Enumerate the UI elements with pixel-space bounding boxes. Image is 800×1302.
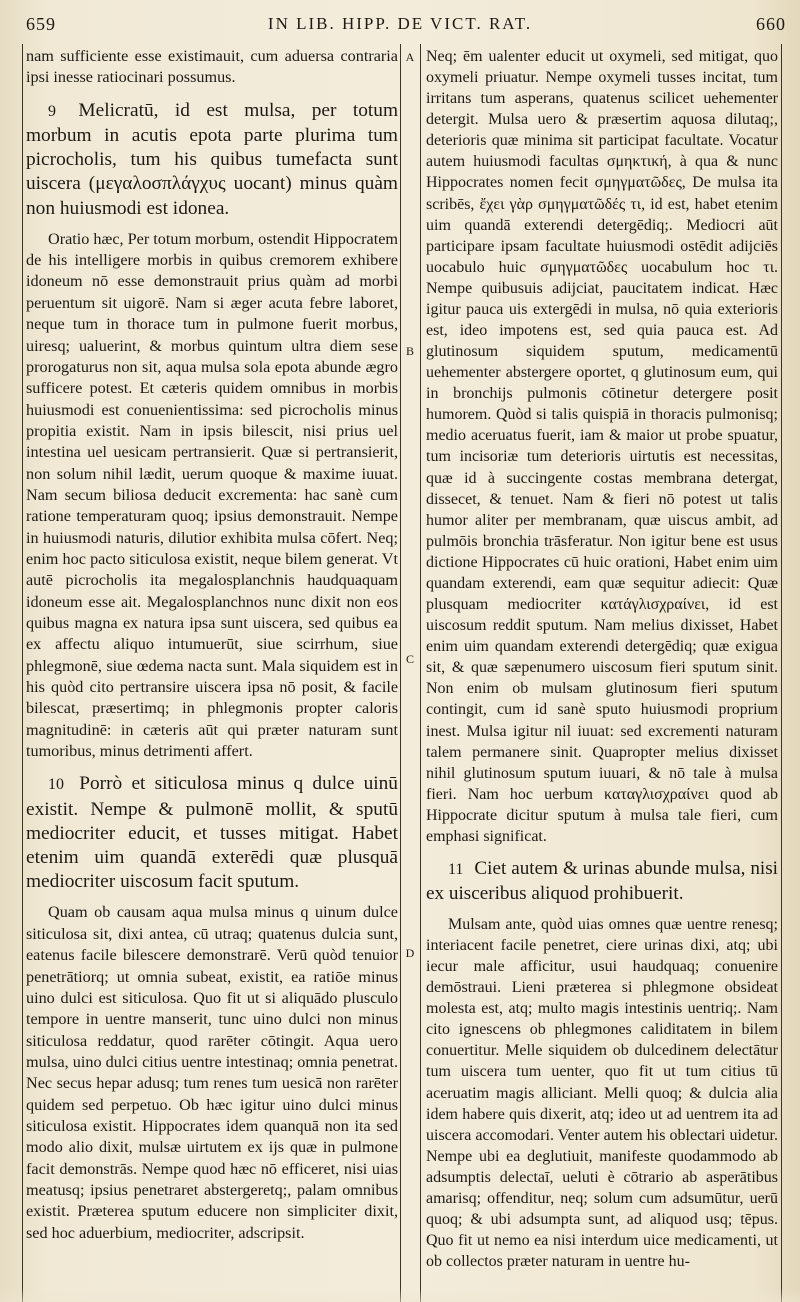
page-number-left: 659 — [26, 14, 56, 34]
lemma-text-9: Melicratū, id est mulsa, per totum morbum in acutis epota parte plurima tum picrocholis, tum his quibus tumefacta sunt uiscera (μεγαλοσπλάγχυς uocant) minus quàm non huiusmodi est idonea. — [26, 99, 399, 219]
lemma-10 — [26, 772, 398, 894]
commentary-mulsam: Mulsam ante, quòd uias omnes quæ uentre renesq; interiacent facile penetret, ciere urinas dixi, atq; ubi iecur male afficitur, usui haudquaq; conuenire demōstraui. Lieni præterea si phlegmone obsideat molesta est, atq; multo magis intestinis uentriq;. Nam cito ignescens ob phlegmones caliditatem in bilem conuertitur. Melle siquidem ob dulcedinem delectātur tum uiscera tum uenter, quo fit ut tum citius tū aceruatim magis alliciant. Melli quoq; & dulcia alia idem habere quis dixerit, atq; ideo ut ad uentrem ita ad uiscera accomodari. Venter autem his oblectari uidetur. Nempe ubi ea deglutiuit, manifeste quodammodo ab adsumptis delectaī, ueluti è cōtrario ab asperātibus amarisq; offenditur, neq; solum cum adsumūtur, uerū quoq; & ubi adsumpta sunt, ad aliquod usq; tēpus. Quo fit ut nemo ea nisi interdum uice medicamenti, ut ob collectos præter naturam in uentre hu- — [426, 915, 778, 1271]
column-rule-center-right — [420, 44, 421, 1302]
left-column — [26, 46, 398, 1244]
margin-letter-a: A — [405, 50, 415, 64]
lemma-text-10: Porrò et siticulosa minus q dulce uinū existit. Nempe & pulmonē mollit, & sputū mediocriter educit, et tusses mitigat. Habet etenim uim quandā exterēdi quæ plusquā mediocriter uiscosum facit sputum. — [26, 773, 398, 893]
right-column — [426, 46, 778, 1272]
paragraph-intro: nam sufficiente esse existimauit, cum aduersa contraria ipsi inesse ratiocinari possumus. — [26, 47, 398, 87]
lemma-number-9: 9 — [48, 102, 56, 120]
lemma-text-11: Ciet autem & urinas abunde mulsa, nisi ex uisceribus aliquod prohibuerit. — [426, 857, 778, 904]
margin-letter-c: C — [405, 652, 414, 666]
lemma-11 — [426, 857, 778, 906]
margin-letter-d: D — [405, 946, 415, 960]
lemma-number-11: 11 — [448, 860, 464, 878]
commentary-neq: Neq; ēm ualenter educit ut oxymeli, sed mitigat, quo oxymeli priuatur. Nempe oxymeli tusses incitat, tum irritans tum asperans, quatenus scilicet uehementer detergit. Mulsa uero & præsertim aquosa dilutaq;, deterioris quæ minima sit participat facultate. Vocatur autem huiusmodi facultas σμηκτική, à qua & nunc Hippocrates nomen fecit σμηγματῶδες, De mulsa ita scribēs, ἔχει γὰρ σμηγματῶδές τι, id est, habet etenim uim quandā exterendi detergēdiq;. Mediocri aūt participare ipsam facultate huiusmodi ostēdit adijciēs uocabulo huic σμηγματῶδες uocabulum hoc τι. Nempe quibusuis adijciat, paucitatem indicat. Hæc igitur pauca uis extergēdi in mulsa, nō quia exterioris est, ideo impotens est, sed quia pauca est. Ad glutinosum siquidem sputum, medicamentū uehementer abstergere oportet, q glutinosum eum, qui in bronchijs pulmonis cōtinetur detergere posit humorem. Quòd si talis quispiā in thoracis pulmonisq; medio aceruatus fuerit, iam & maior ut probe spuatur, tum incisoriæ tum deterioris uirtutis est necessitas, quæ id à succingente costas membrana detergat, dissecet, & tenuet. Nam & fieri nō potest ut talis humor aliter per membranam, quæ uiscus ambit, ad pulmōis bronchia trāsferatur. Non igitur bene est usus dictione Hippocrates cū huic orationi, Habet enim uim quandam exterendi, eam quæ sequitur adiecit: Quæ plusquam mediocriter κατάγλισχραίνει, id est uiscosum reddit sputum. Nam melius dixisset, Habet enim uim quandam exterendi detergēdiq; quæ exigua sit, & quæ sæpenumero uiscosum fieri sputum sinit. Non enim ob mulsam glutinosum fieri sputum contingit, cum id sanè sputo huiusmodi proprium inest. Mulsa igitur nil iuuat: sed excrementi naturam talem permanere sinit. Quapropter melius dixisset nihil glutinosum sputum iuuari, & nō tale à mulsa fieri. Nam hoc uerbum καταγλισχραίνει quod ab Hippocrate dicitur sputum à mulsa tale fieri, cum emphasi significat. — [426, 48, 778, 845]
running-header — [0, 0, 800, 42]
commentary-quam: Quam ob causam aqua mulsa minus q uinum dulce siticulosa sit, dixi antea, cū utraq; quatenus dulcia sunt, eatenus facile bilescere demonstrarē. Verū quòd tenuior penetrātiorq; ut omnia subeat, existit, ea ratiōe minus uino dulci est siticulosa. Quo fit ut si aliquādo plusculo tempore in uentre manserit, tunc uino dulci non minus siticulosa reddatur, quod rarēter cōtingit. Aqua uero mulsa, uino dulci citius uentre intestinaq; omnia penetrat. Nec secus hepar adusq; tum renes tum uesicā non rarēter quidem sed perpetuo. Ob hæc igitur uino dulci minus siticulosa existit. Hippocrates idem quanquā non ita sed modo alio dixit, mulsæ uirtutem ex ijs quæ in pulmone facit demonstrās. Nempe quod hæc nō efficeret, nisi uias meatusq; ipsius penetraret abstergeretq;, palam omnibus existit. Præterea sputum educere non simpliciter dixit, sed hoc aduerbium, mediocriter, adscripsit. — [26, 903, 398, 1242]
margin-letter-b: B — [405, 344, 414, 358]
commentary-oratio: Oratio hæc, Per totum morbum, ostendit Hippocratem de his intelligere morbis in quibus cremorem exhibere idoneum nō esse demonstrauit prius quàm ad morbi peruentum sit uigorē. Nam si æger acuta febre laboret, neque tum in thorace tum in pulmone fuerit morbus, uiresq; ualuerint, & morbus quintum ultra diem sese prorogaturus non sit, aqua mulsa sola epota abunde ægro sufficere potest. Et cæteris quidem omnibus in morbis huiusmodi est conuenientissima: sed picrocholis minus propitia existit. Nam in ipsis bilescit, nisi prius uel intestina uel uesicam pertransierit. Quæ si pertransierit, non solum nihil lædit, uerum quoque & maxime iuuat. Nam secum biliosa deducit excrementa: hac sanè cum ratione temperaturam quoq; ipsius demonstrauit. Nempe in huiusmodi naturis, dilutior exhibita mulsa cōfert. Neq; enim hoc pacto siticulosa existit, neque bilem generat. Vt autē picrocholis ita megalosplanchnis haudquaquam idoneum esse ait. Megalosplanchnos nunc dixit non eos quibus magna ex natura ipsa sunt uiscera, sed quibus ea ex affectu aliquo intumuerūt, siue scirrhum, siue phlegmonē, siue œdema nacta sunt. Mala siquidem est in his quòd cito pertransire uiscera ipsa nō posit, & facile bilescat, præsertimq; in phlegmonis propter caloris magnitudinē: in cæteris aūt qui præter naturam sunt tumoribus, minus detrimenti affert. — [26, 229, 398, 761]
column-rule-center-left — [400, 44, 401, 1302]
page-number-right: 660 — [756, 14, 786, 34]
lemma-9 — [26, 99, 398, 221]
running-title: IN LIB. HIPP. DE VICT. RAT. — [267, 14, 533, 33]
lemma-number-10: 10 — [48, 776, 64, 794]
page-bottom-edge — [0, 1288, 800, 1302]
column-rule-right — [781, 44, 782, 1302]
column-rule-left — [22, 44, 23, 1302]
